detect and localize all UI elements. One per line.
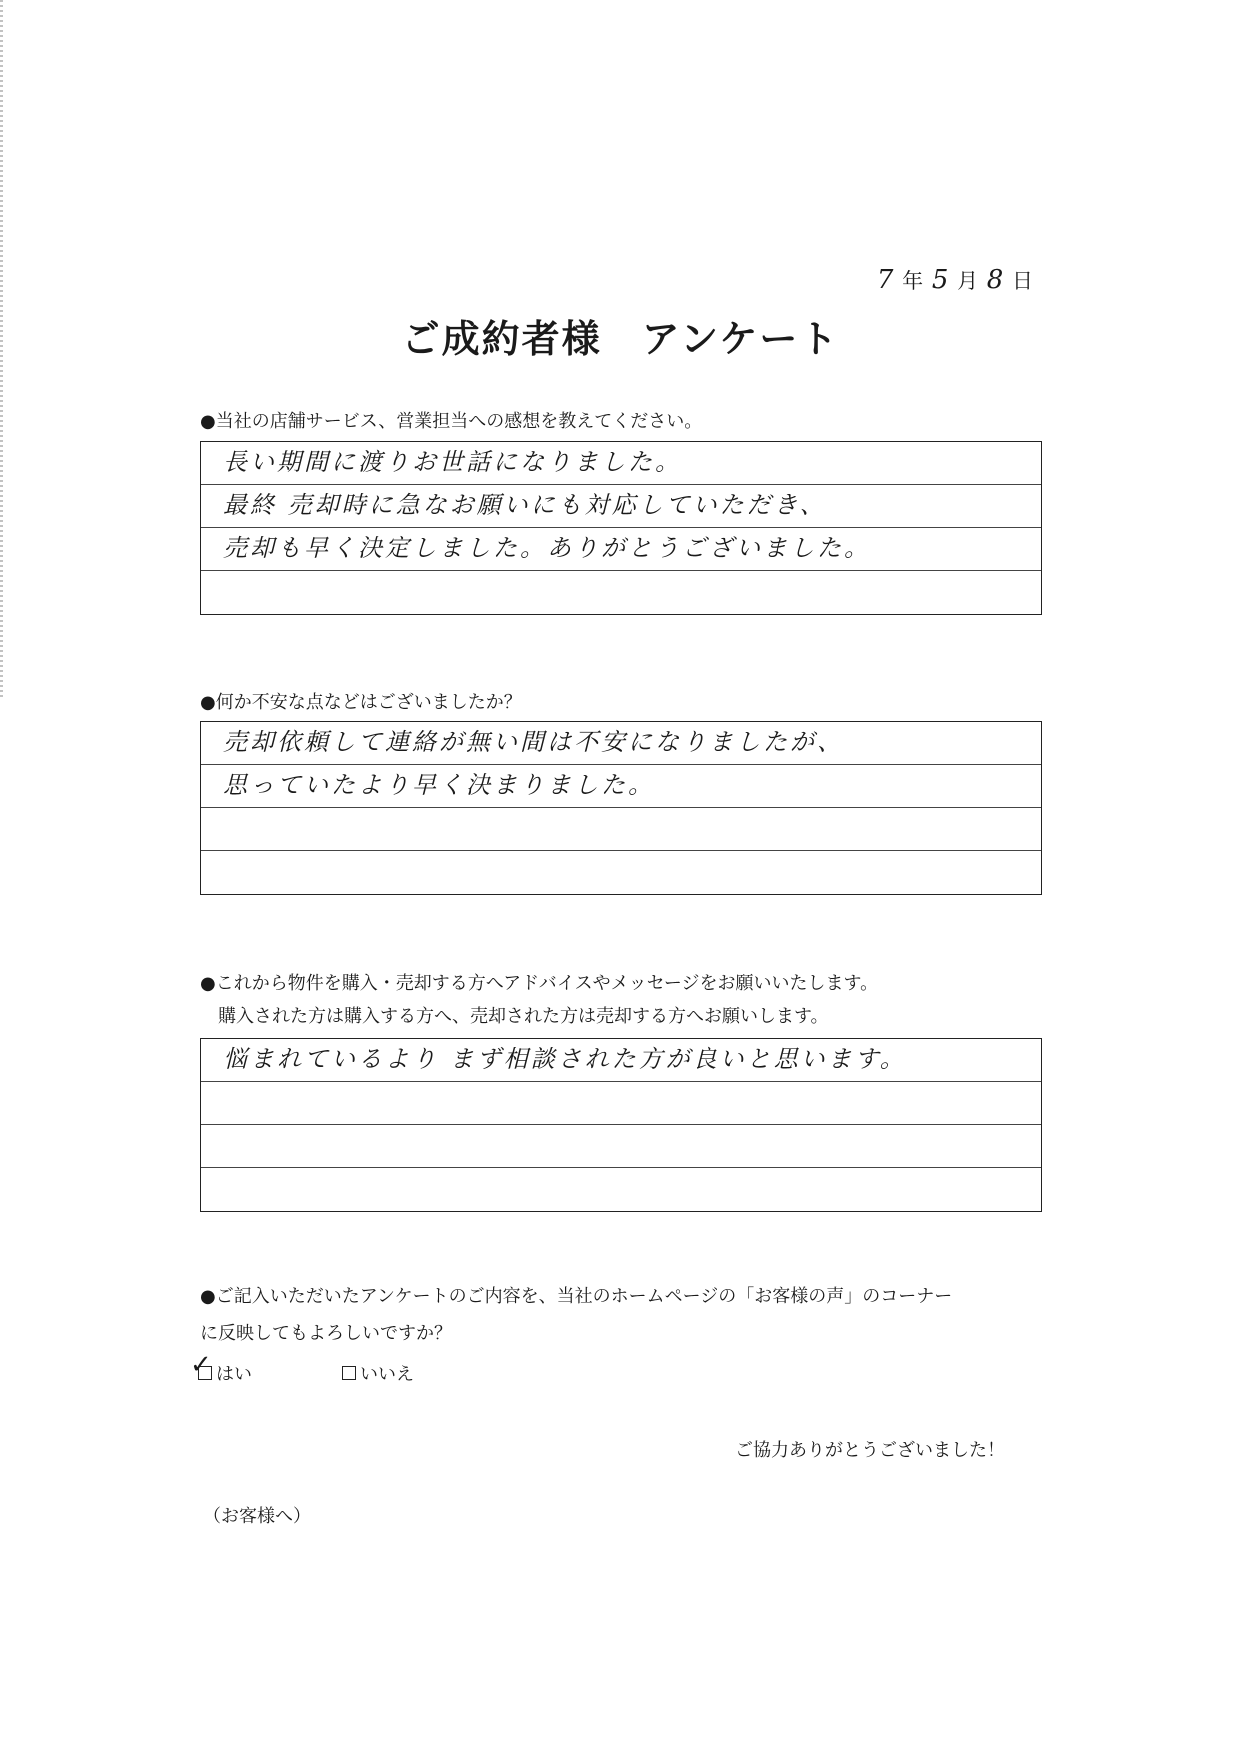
consent-yes-label: はい (216, 1364, 252, 1385)
date-year: 7 (876, 265, 895, 295)
answer-2-line-4 (201, 851, 1041, 894)
answer-2-line-1: 売却依頼して連絡が無い間は不安になりましたが、 (201, 722, 1041, 765)
question-1: ●当社の店舗サービス、営業担当への感想を教えてください。 (200, 411, 703, 432)
answer-box-1 (200, 441, 1042, 615)
date-year-unit: 年 (902, 269, 925, 293)
answer-1-line-3: 売却も早く決定しました。ありがとうございました。 (201, 528, 1041, 571)
answer-1-line-4 (201, 571, 1041, 614)
thanks-message: ご協力ありがとうございました！ (735, 1440, 1005, 1461)
answer-1-line-2: 最終 売却時に急なお願いにも対応していただき、 (201, 485, 1041, 528)
answer-box-3 (200, 1038, 1042, 1212)
date-month-unit: 月 (957, 269, 980, 293)
question-3-line-1: ●これから物件を購入・売却する方へアドバイスやメッセージをお願いいたします。 (200, 973, 879, 994)
footer-note: （お客様へ） (203, 1506, 311, 1527)
consent-no-label: いいえ (360, 1364, 414, 1385)
question-4-line-2: に反映してもよろしいですか？ (200, 1323, 452, 1344)
question-2: ●何か不安な点などはございましたか？ (200, 692, 522, 713)
question-3-line-2: 購入された方は購入する方へ、売却された方は売却する方へお願いします。 (218, 1006, 829, 1027)
answer-3-line-4 (201, 1168, 1041, 1211)
answer-box-2 (200, 721, 1042, 895)
answer-3-line-3 (201, 1125, 1041, 1168)
consent-no-option[interactable] (342, 1360, 414, 1386)
date-day: 8 (986, 265, 1005, 295)
answer-3-line-2 (201, 1082, 1041, 1125)
answer-2-line-3 (201, 808, 1041, 851)
answer-1-line-1: 長い期間に渡りお世話になりました。 (201, 442, 1041, 485)
date-day-unit: 日 (1012, 269, 1034, 293)
survey-date (877, 265, 1034, 295)
check-icon: ✓ (190, 1350, 212, 1380)
consent-options (190, 1350, 414, 1386)
answer-2-line-2: 思っていたより早く決まりました。 (201, 765, 1041, 808)
page-title: ご成約者様 アンケート (401, 317, 840, 361)
question-4-line-1: ●ご記入いただいたアンケートのご内容を、当社のホームページの「お客様の声」のコーナー (200, 1286, 953, 1307)
consent-no-checkbox[interactable] (342, 1366, 356, 1380)
answer-3-line-1: 悩まれているより まず相談された方が良いと思います。 (201, 1039, 1041, 1082)
consent-yes-option[interactable] (190, 1350, 252, 1386)
date-month: 5 (931, 265, 950, 295)
